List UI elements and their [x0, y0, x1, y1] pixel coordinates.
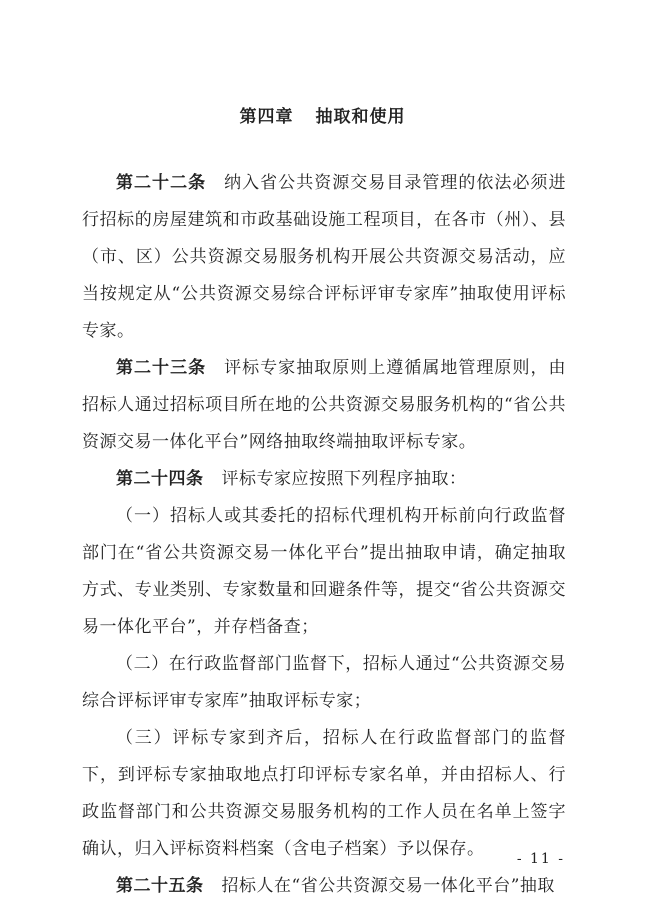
- article-label: 第二十四条: [116, 469, 204, 489]
- paragraph-article-25: [82, 868, 566, 905]
- chapter-heading: [0, 102, 645, 127]
- article-label: 第二十五条: [116, 876, 204, 896]
- page-number: - 11 -: [516, 851, 565, 867]
- paragraph-item-3: [82, 720, 566, 868]
- paragraph-article-23: [82, 350, 566, 461]
- article-label: 第二十三条: [116, 358, 207, 378]
- paragraph-item-1: [82, 498, 566, 646]
- paragraph-article-22: [82, 165, 566, 350]
- paragraph-item-2: [82, 646, 566, 720]
- chapter-title: 抽取和使用: [315, 107, 406, 127]
- paragraph-text: （二）在行政监督部门监督下，招标人通过“公共资源交易综合评标评审专家库”抽取评标专家；: [82, 654, 566, 711]
- article-label: 第二十二条: [116, 173, 207, 193]
- paragraph-text: 评标专家抽取原则上遵循属地管理原则，由招标人通过招标项目所在地的公共资源交易服务机构的“省公共资源交易一体化平台”网络抽取终端抽取评标专家。: [82, 358, 566, 452]
- paragraph-text: 纳入省公共资源交易目录管理的依法必须进行招标的房屋建筑和市政基础设施工程项目，在各市（州）、县（市、区）公共资源交易服务机构开展公共资源交易活动，应当按规定从“公共资源交易综合评标评审专家库”抽取使用评标专家。: [82, 173, 566, 341]
- paragraph-text: 招标人在“省公共资源交易一体化平台”抽取: [221, 876, 555, 896]
- paragraph-text: （三）评标专家到齐后，招标人在行政监督部门的监督下，到评标专家抽取地点打印评标专家名单，并由招标人、行政监督部门和公共资源交易服务机构的工作人员在名单上签字确认，归入评标资料档案（含电子档案）予以保存。: [82, 728, 566, 859]
- paragraph-text: （一）招标人或其委托的招标代理机构开标前向行政监督部门在“省公共资源交易一体化平台”提出抽取申请，确定抽取方式、专业类别、专家数量和回避条件等，提交“省公共资源交易一体化平台”，并存档备查；: [82, 506, 566, 637]
- paragraph-text: 评标专家应按照下列程序抽取：: [221, 469, 467, 489]
- chapter-number: 第四章: [239, 107, 294, 127]
- body-text: [82, 165, 566, 905]
- paragraph-article-24: [82, 461, 566, 498]
